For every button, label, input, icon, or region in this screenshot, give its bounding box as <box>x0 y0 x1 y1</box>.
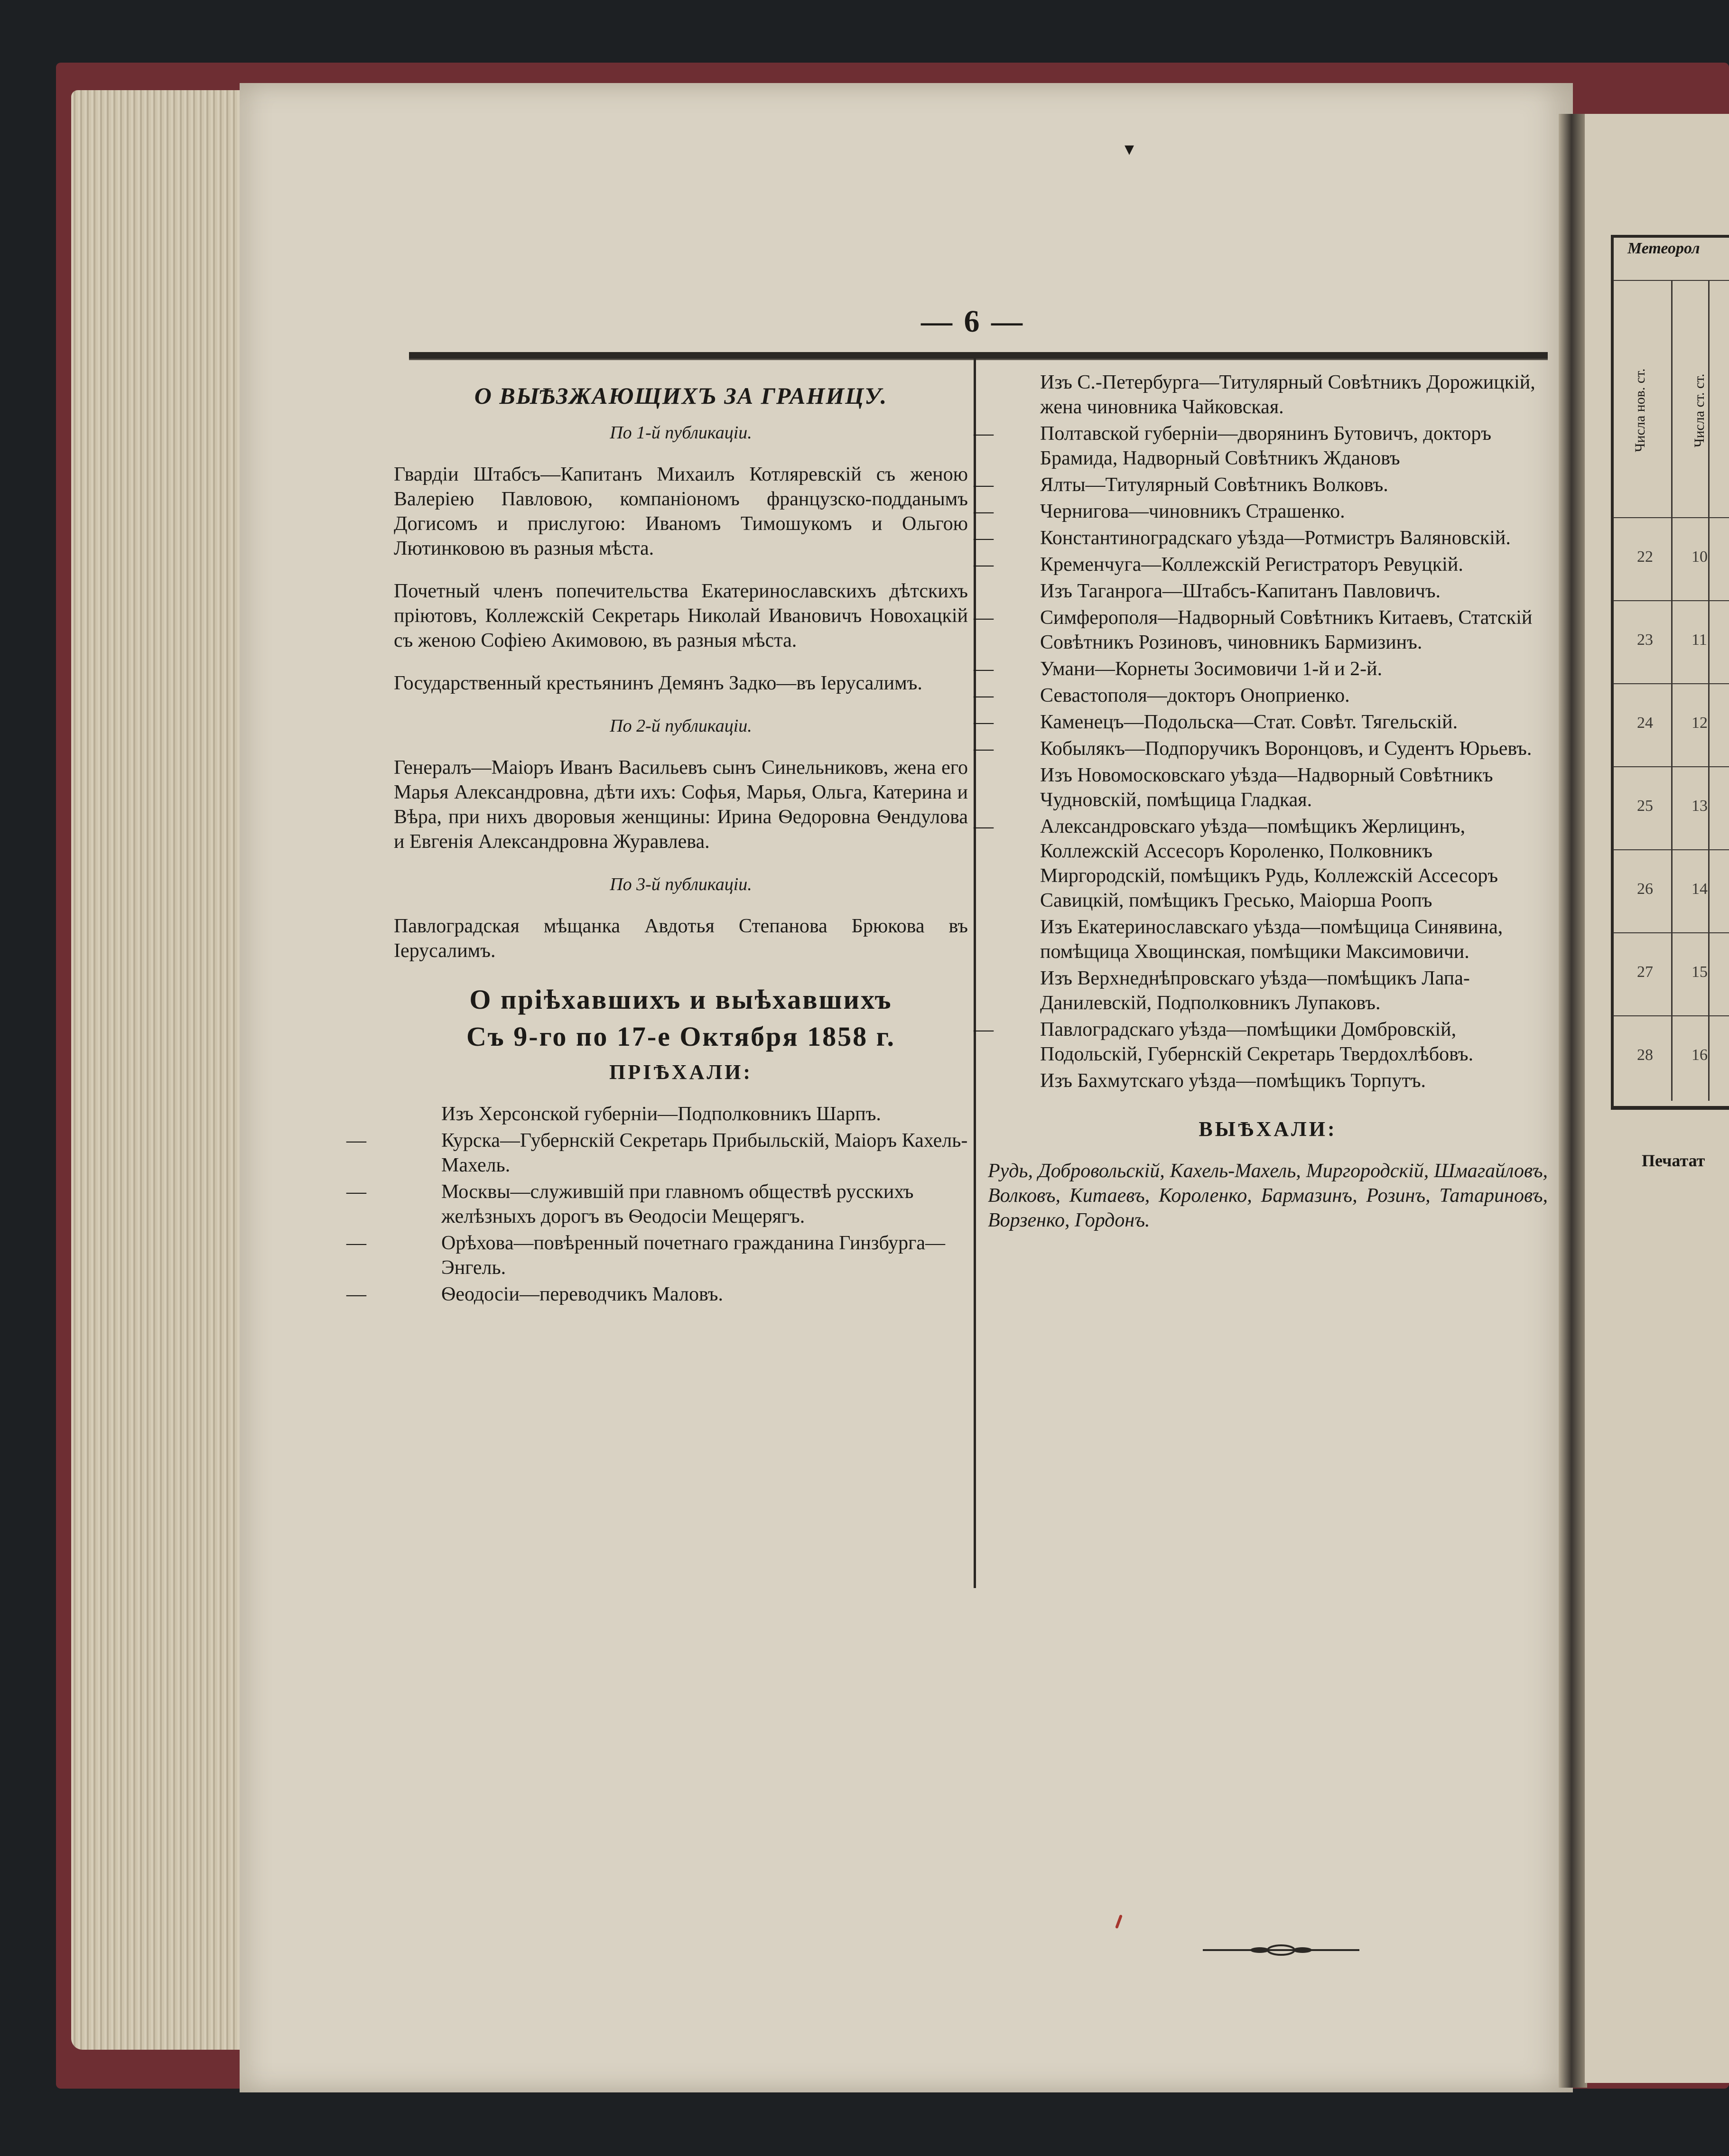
list-item: — Чернигова—чиновникъ Страшенко. <box>974 501 1345 522</box>
book-gutter <box>1559 114 1587 2088</box>
paragraph-5: Павлоградская мѣщанка Авдотья Степанова Брюкова въ Іерусалимъ. <box>394 915 968 962</box>
left-column <box>346 370 968 1309</box>
page-number: — 6 — <box>921 304 1024 339</box>
paragraph-3: Государственный крестьянинъ Демянъ Задко—въ Іерусалимъ. <box>394 672 922 694</box>
list-item: — Александровскаго уѣзда—помѣщикъ Жерлицинъ, Коллежскій Ассесоръ Короленко, Полковникъ Миргородскій, помѣщикъ Рудь, Коллежскій Ассесоръ Савицкій, помѣщикъ Гресько, Маіорша Роопъ <box>974 816 1498 911</box>
header-rule <box>409 352 1548 360</box>
table-cell: 27 <box>1637 963 1653 981</box>
list-item: Изъ Верхнеднѣпровскаго уѣзда—помѣщикъ Лапа-Данилевскій, Подполковникъ Лупаковъ. <box>1040 967 1470 1014</box>
arrived-list <box>346 1102 968 1307</box>
table-rule <box>1613 280 1729 281</box>
list-item: — Кобылякъ—Подпоручикъ Воронцовъ, и Судентъ Юрьевъ. <box>974 738 1532 760</box>
table-cell: 12 <box>1692 714 1708 732</box>
page-edges <box>71 90 247 2050</box>
table-cell: 22 <box>1637 548 1653 566</box>
list-item: — Кременчуга—Коллежскій Регистраторъ Ревуцкій. <box>974 554 1463 576</box>
meteorological-table-title: Метеорол <box>1627 240 1700 257</box>
table-cell: 26 <box>1637 880 1653 898</box>
table-rule <box>1613 600 1729 601</box>
table-cell: 16 <box>1692 1046 1708 1064</box>
arrivals-title-line-1: О пріѣхавшихъ и выѣхавшихъ <box>469 984 892 1015</box>
list-item: — Севастополя—докторъ Оноприенко. <box>974 685 1350 706</box>
publication-1-heading: По 1-й публикаціи. <box>610 423 752 443</box>
list-item: — Каменецъ—Подольска—Стат. Совѣт. Тягельскій. <box>974 711 1458 733</box>
paragraph-4: Генералъ—Маіоръ Иванъ Васильевъ сынъ Синельниковъ, жена его Марья Александровна, дѣти ихъ: Софья, Марья, Ольга, Катерина и Вѣра, при нихъ дворовыя женщины: Ирина Ѳедоровна Ѳендулова и Евгенія Александровна Журавлева. <box>394 757 968 853</box>
departed-list: Рудь, Добровольскій, Кахель-Махель, Миргородскій, Шмагайловъ, Волковъ, Китаевъ, Короленко, Бармазинъ, Розинъ, Татариновъ, Ворзенко, Гордонъ. <box>988 1160 1548 1231</box>
list-item: — Павлоградскаго уѣзда—помѣщики Домбровскій, Подольскій, Губернскій Секретарь Твердохлѣбовъ. <box>974 1019 1474 1065</box>
list-item: Изъ Новомосковскаго уѣзда—Надворный Совѣтникъ Чудновскій, помѣщица Гладкая. <box>1040 764 1493 811</box>
list-item: — Ѳеодосіи—переводчикъ Маловъ. <box>346 1283 723 1305</box>
table-cell: 25 <box>1637 797 1653 815</box>
table-rule <box>1613 683 1729 684</box>
list-item: Изъ Таганрога—Штабсъ-Капитанъ Павловичъ. <box>1040 580 1441 602</box>
arrived-heading: ПРІѢХАЛИ: <box>609 1060 753 1084</box>
column-header-new-style: Числа нов. ст. <box>1632 368 1648 453</box>
column-header-old-style: Числа ст. ст. <box>1692 373 1707 447</box>
departed-heading: ВЫѢХАЛИ: <box>1199 1117 1337 1141</box>
list-item: Изъ Екатеринославскаго уѣзда—помѣщица Синявина, помѣщица Хвощинская, помѣщики Максимовичи. <box>1040 916 1503 963</box>
table-cell: 23 <box>1637 631 1653 649</box>
arrived-list-continued <box>974 370 1548 1093</box>
table-column-line <box>1708 280 1710 1101</box>
top-mark: ▾ <box>1125 138 1134 159</box>
table-cell: 13 <box>1692 797 1708 815</box>
right-column <box>974 370 1548 1251</box>
table-column-line <box>1671 280 1673 1101</box>
adjacent-page-footer: Печатат <box>1642 1151 1705 1170</box>
table-rule <box>1613 766 1729 767</box>
departing-title: О ВЫѢЗЖАЮЩИХЪ ЗА ГРАНИЦУ. <box>474 382 888 409</box>
table-rule <box>1613 517 1729 518</box>
meteorological-table <box>1611 235 1729 1110</box>
arrivals-title-line-2: Съ 9-го по 17-е Октября 1858 г. <box>466 1021 895 1052</box>
table-cell: 24 <box>1637 714 1653 732</box>
ornament-flourish <box>1203 1943 1359 1957</box>
list-item: — Курска—Губернскій Секретарь Прибыльскій, Маіоръ Кахель-Махель. <box>346 1130 968 1176</box>
table-cell: 28 <box>1637 1046 1653 1064</box>
list-item: — Умани—Корнеты Зосимовичи 1-й и 2-й. <box>974 658 1383 680</box>
table-cell: 11 <box>1692 631 1707 649</box>
table-rule <box>1613 932 1729 933</box>
table-cell: 15 <box>1692 963 1708 981</box>
table-rule <box>1613 1015 1729 1016</box>
table-cell: 10 <box>1692 548 1708 566</box>
list-item: — Орѣхова—повѣренный почетнаго гражданина Гинзбурга—Энгель. <box>346 1232 945 1279</box>
list-item: — Полтавской губерніи—дворянинъ Бутовичъ, докторъ Брамида, Надворный Совѣтникъ Ждановъ <box>974 423 1492 469</box>
list-item: — Константиноградскаго уѣзда—Ротмистръ Валяновскій. <box>974 527 1511 549</box>
list-item: — Ялты—Титулярный Совѣтникъ Волковъ. <box>974 474 1388 496</box>
paragraph-1: Гвардіи Штабсъ—Капитанъ Михаилъ Котляревскій съ женою Валеріею Павловою, компаніономъ французско-подданымъ Догисомъ и прислугою: Иваномъ Тимошукомъ и Ольгою Лютинковою въ разныя мѣста. <box>394 464 968 559</box>
list-item: — Симферополя—Надворный Совѣтникъ Китаевъ, Статскій Совѣтникъ Розиновъ, чиновникъ Бармизинъ. <box>974 607 1533 653</box>
list-item: Изъ Бахмутскаго уѣзда—помѣщикъ Торпутъ. <box>1040 1070 1426 1092</box>
list-item: Изъ Херсонской губерніи—Подполковникъ Шарпъ. <box>441 1103 881 1125</box>
publication-2-heading: По 2-й публикаціи. <box>610 716 752 736</box>
list-item: Изъ С.-Петербурга—Титулярный Совѣтникъ Дорожицкій, жена чиновника Чайковская. <box>1040 372 1535 418</box>
paragraph-2: Почетный членъ попечительства Екатеринославскихъ дѣтскихъ пріютовъ, Коллежскій Секретарь Николай Ивановичъ Новохацкій съ женою Софіею Акимовою, въ разныя мѣста. <box>394 580 968 651</box>
publication-3-heading: По 3-й публикаціи. <box>610 874 752 894</box>
table-rule <box>1613 849 1729 850</box>
table-cell: 14 <box>1692 880 1708 898</box>
list-item: — Москвы—служившій при главномъ обществѣ русскихъ желѣзныхъ дорогъ въ Ѳеодосіи Мещерягъ. <box>346 1181 914 1227</box>
